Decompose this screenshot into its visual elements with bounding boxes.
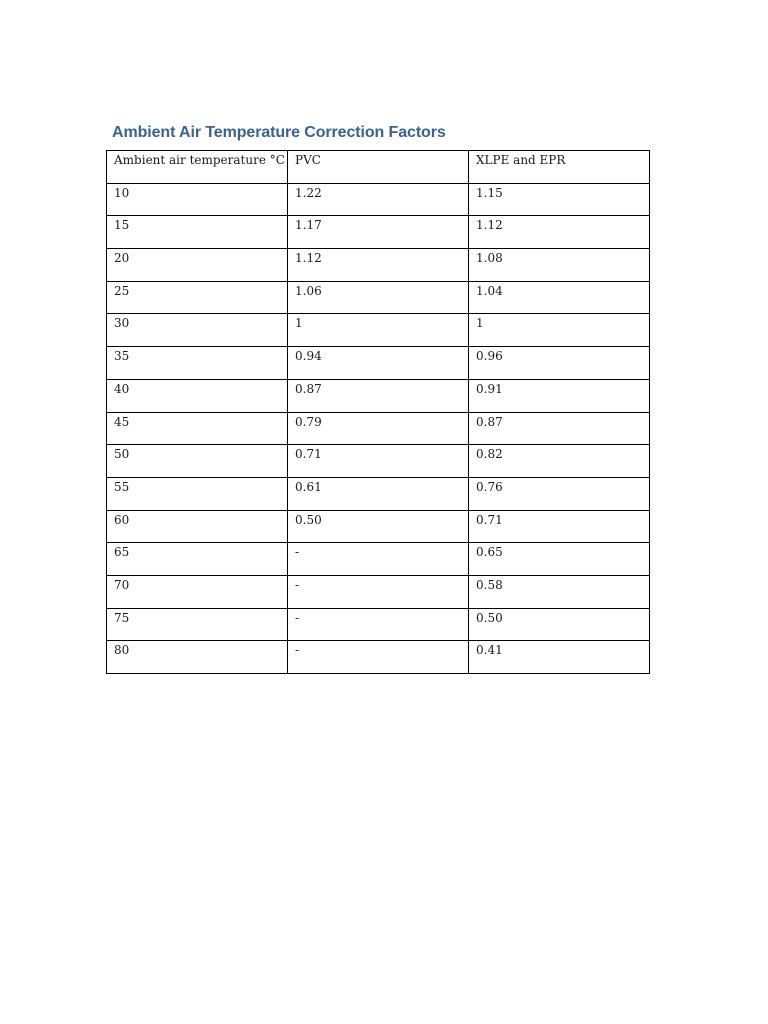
table-row xyxy=(107,477,650,510)
pvc-factor-cell: 0.50 xyxy=(288,510,469,543)
temperature-cell: 80 xyxy=(107,641,288,674)
table-row xyxy=(107,543,650,576)
table-row xyxy=(107,379,650,412)
temperature-cell: 50 xyxy=(107,445,288,478)
xlpe-epr-factor-cell: 0.58 xyxy=(469,575,650,608)
pvc-factor-cell: - xyxy=(288,608,469,641)
column-header-pvc: PVC xyxy=(288,151,469,184)
pvc-factor-cell: - xyxy=(288,575,469,608)
table-row xyxy=(107,314,650,347)
pvc-factor-cell: 0.61 xyxy=(288,477,469,510)
temperature-cell: 70 xyxy=(107,575,288,608)
temperature-cell: 20 xyxy=(107,249,288,282)
temperature-cell: 10 xyxy=(107,183,288,216)
table-row xyxy=(107,510,650,543)
xlpe-epr-factor-cell: 1.15 xyxy=(469,183,650,216)
temperature-cell: 55 xyxy=(107,477,288,510)
table-row xyxy=(107,641,650,674)
pvc-factor-cell: 1.17 xyxy=(288,216,469,249)
temperature-cell: 65 xyxy=(107,543,288,576)
xlpe-epr-factor-cell: 1.04 xyxy=(469,281,650,314)
pvc-factor-cell: 0.94 xyxy=(288,347,469,380)
xlpe-epr-factor-cell: 0.65 xyxy=(469,543,650,576)
pvc-factor-cell: 1.06 xyxy=(288,281,469,314)
pvc-factor-cell: 0.79 xyxy=(288,412,469,445)
xlpe-epr-factor-cell: 0.87 xyxy=(469,412,650,445)
temperature-cell: 30 xyxy=(107,314,288,347)
table-row xyxy=(107,281,650,314)
temperature-cell: 45 xyxy=(107,412,288,445)
pvc-factor-cell: 0.87 xyxy=(288,379,469,412)
temperature-cell: 35 xyxy=(107,347,288,380)
temperature-cell: 60 xyxy=(107,510,288,543)
temperature-cell: 15 xyxy=(107,216,288,249)
pvc-factor-cell: - xyxy=(288,641,469,674)
temperature-cell: 40 xyxy=(107,379,288,412)
xlpe-epr-factor-cell: 0.82 xyxy=(469,445,650,478)
xlpe-epr-factor-cell: 0.96 xyxy=(469,347,650,380)
xlpe-epr-factor-cell: 0.41 xyxy=(469,641,650,674)
xlpe-epr-factor-cell: 1 xyxy=(469,314,650,347)
pvc-factor-cell: 1.12 xyxy=(288,249,469,282)
xlpe-epr-factor-cell: 1.08 xyxy=(469,249,650,282)
pvc-factor-cell: 1.22 xyxy=(288,183,469,216)
table-row xyxy=(107,575,650,608)
document-title: Ambient Air Temperature Correction Factors xyxy=(112,124,446,141)
pvc-factor-cell: - xyxy=(288,543,469,576)
xlpe-epr-factor-cell: 1.12 xyxy=(469,216,650,249)
column-header-ambient-temperature: Ambient air temperature °C xyxy=(107,151,288,184)
table-row xyxy=(107,412,650,445)
table-row xyxy=(107,183,650,216)
xlpe-epr-factor-cell: 0.76 xyxy=(469,477,650,510)
table-row xyxy=(107,445,650,478)
pvc-factor-cell: 1 xyxy=(288,314,469,347)
pvc-factor-cell: 0.71 xyxy=(288,445,469,478)
column-header-xlpe-epr: XLPE and EPR xyxy=(469,151,650,184)
table-header-row xyxy=(107,151,650,184)
temperature-cell: 75 xyxy=(107,608,288,641)
table-row xyxy=(107,608,650,641)
correction-factors-table xyxy=(106,150,650,674)
table-row xyxy=(107,249,650,282)
xlpe-epr-factor-cell: 0.71 xyxy=(469,510,650,543)
xlpe-epr-factor-cell: 0.50 xyxy=(469,608,650,641)
table-row xyxy=(107,216,650,249)
table-row xyxy=(107,347,650,380)
temperature-cell: 25 xyxy=(107,281,288,314)
xlpe-epr-factor-cell: 0.91 xyxy=(469,379,650,412)
